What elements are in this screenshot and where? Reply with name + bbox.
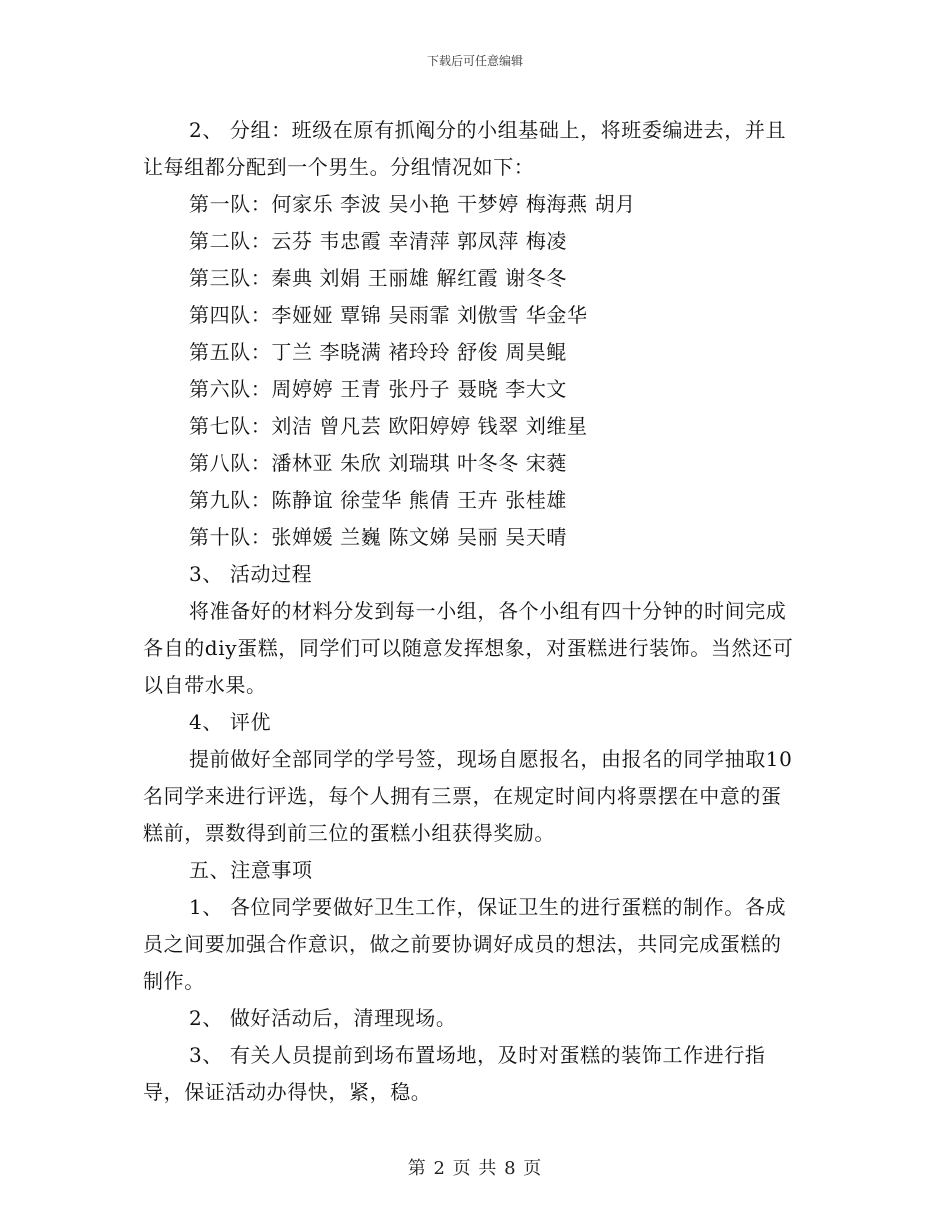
team-line-5: 第五队：丁兰 李晓满 褚玲玲 舒俊 周昊鲲 <box>189 340 568 364</box>
team-line-6: 第六队：周婷婷 王青 张丹子 聂晓 李大文 <box>189 377 568 401</box>
page-footer: 第 2 页 共 8 页 <box>407 1158 543 1179</box>
team-line-1: 第一队：何家乐 李波 吴小艳 干梦婷 梅海燕 胡月 <box>189 192 636 216</box>
process-heading: 3、 活动过程 <box>189 562 313 586</box>
team-line-4: 第四队：李娅娅 覃锦 吴雨霏 刘傲雪 华金华 <box>189 303 588 327</box>
grouping-heading: 2、 分组：班级在原有抓阄分的小组基础上，将班委编进去，并且让每组都分配到一个男生。分组情况如下： <box>143 118 787 179</box>
team-line-3: 第三队：秦典 刘娟 王丽雄 解红霞 谢冬冬 <box>189 266 568 290</box>
notes-item-2: 2、 做好活动后，清理现场。 <box>189 1006 457 1030</box>
notes-item-3: 3、 有关人员提前到场布置场地，及时对蛋糕的装饰工作进行指导，保证活动办得快，紧，稳。 <box>143 1043 766 1104</box>
notes-heading: 五、注意事项 <box>189 858 313 882</box>
document-body <box>143 112 798 1111</box>
notes-item-1: 1、 各位同学要做好卫生工作，保证卫生的进行蛋糕的制作。各成员之间要加强合作意识，做之前要协调好成员的想法，共同完成蛋糕的制作。 <box>143 895 787 993</box>
process-paragraph: 将准备好的材料分发到每一小组，各个小组有四十分钟的时间完成各自的diy蛋糕，同学们可以随意发挥想象，对蛋糕进行装饰。当然还可以自带水果。 <box>143 599 794 697</box>
evaluation-heading: 4、 评优 <box>189 710 272 734</box>
team-line-9: 第九队：陈静谊 徐莹华 熊倩 王卉 张桂雄 <box>189 488 568 512</box>
team-line-7: 第七队：刘洁 曾凡芸 欧阳婷婷 钱翠 刘维星 <box>189 414 588 438</box>
team-line-8: 第八队：潘林亚 朱欣 刘瑞琪 叶冬冬 宋蕤 <box>189 451 568 475</box>
team-line-10: 第十队：张婵媛 兰巍 陈文娣 吴丽 吴天晴 <box>189 525 568 549</box>
team-line-2: 第二队：云芬 韦忠霞 幸清萍 郭凤萍 梅凌 <box>189 229 568 253</box>
page-header: 下载后可任意编辑 <box>426 54 523 68</box>
evaluation-paragraph: 提前做好全部同学的学号签，现场自愿报名，由报名的同学抽取10名同学来进行评选，每个人拥有三票，在规定时间内将票摆在中意的蛋糕前，票数得到前三位的蛋糕小组获得奖励。 <box>143 747 793 845</box>
